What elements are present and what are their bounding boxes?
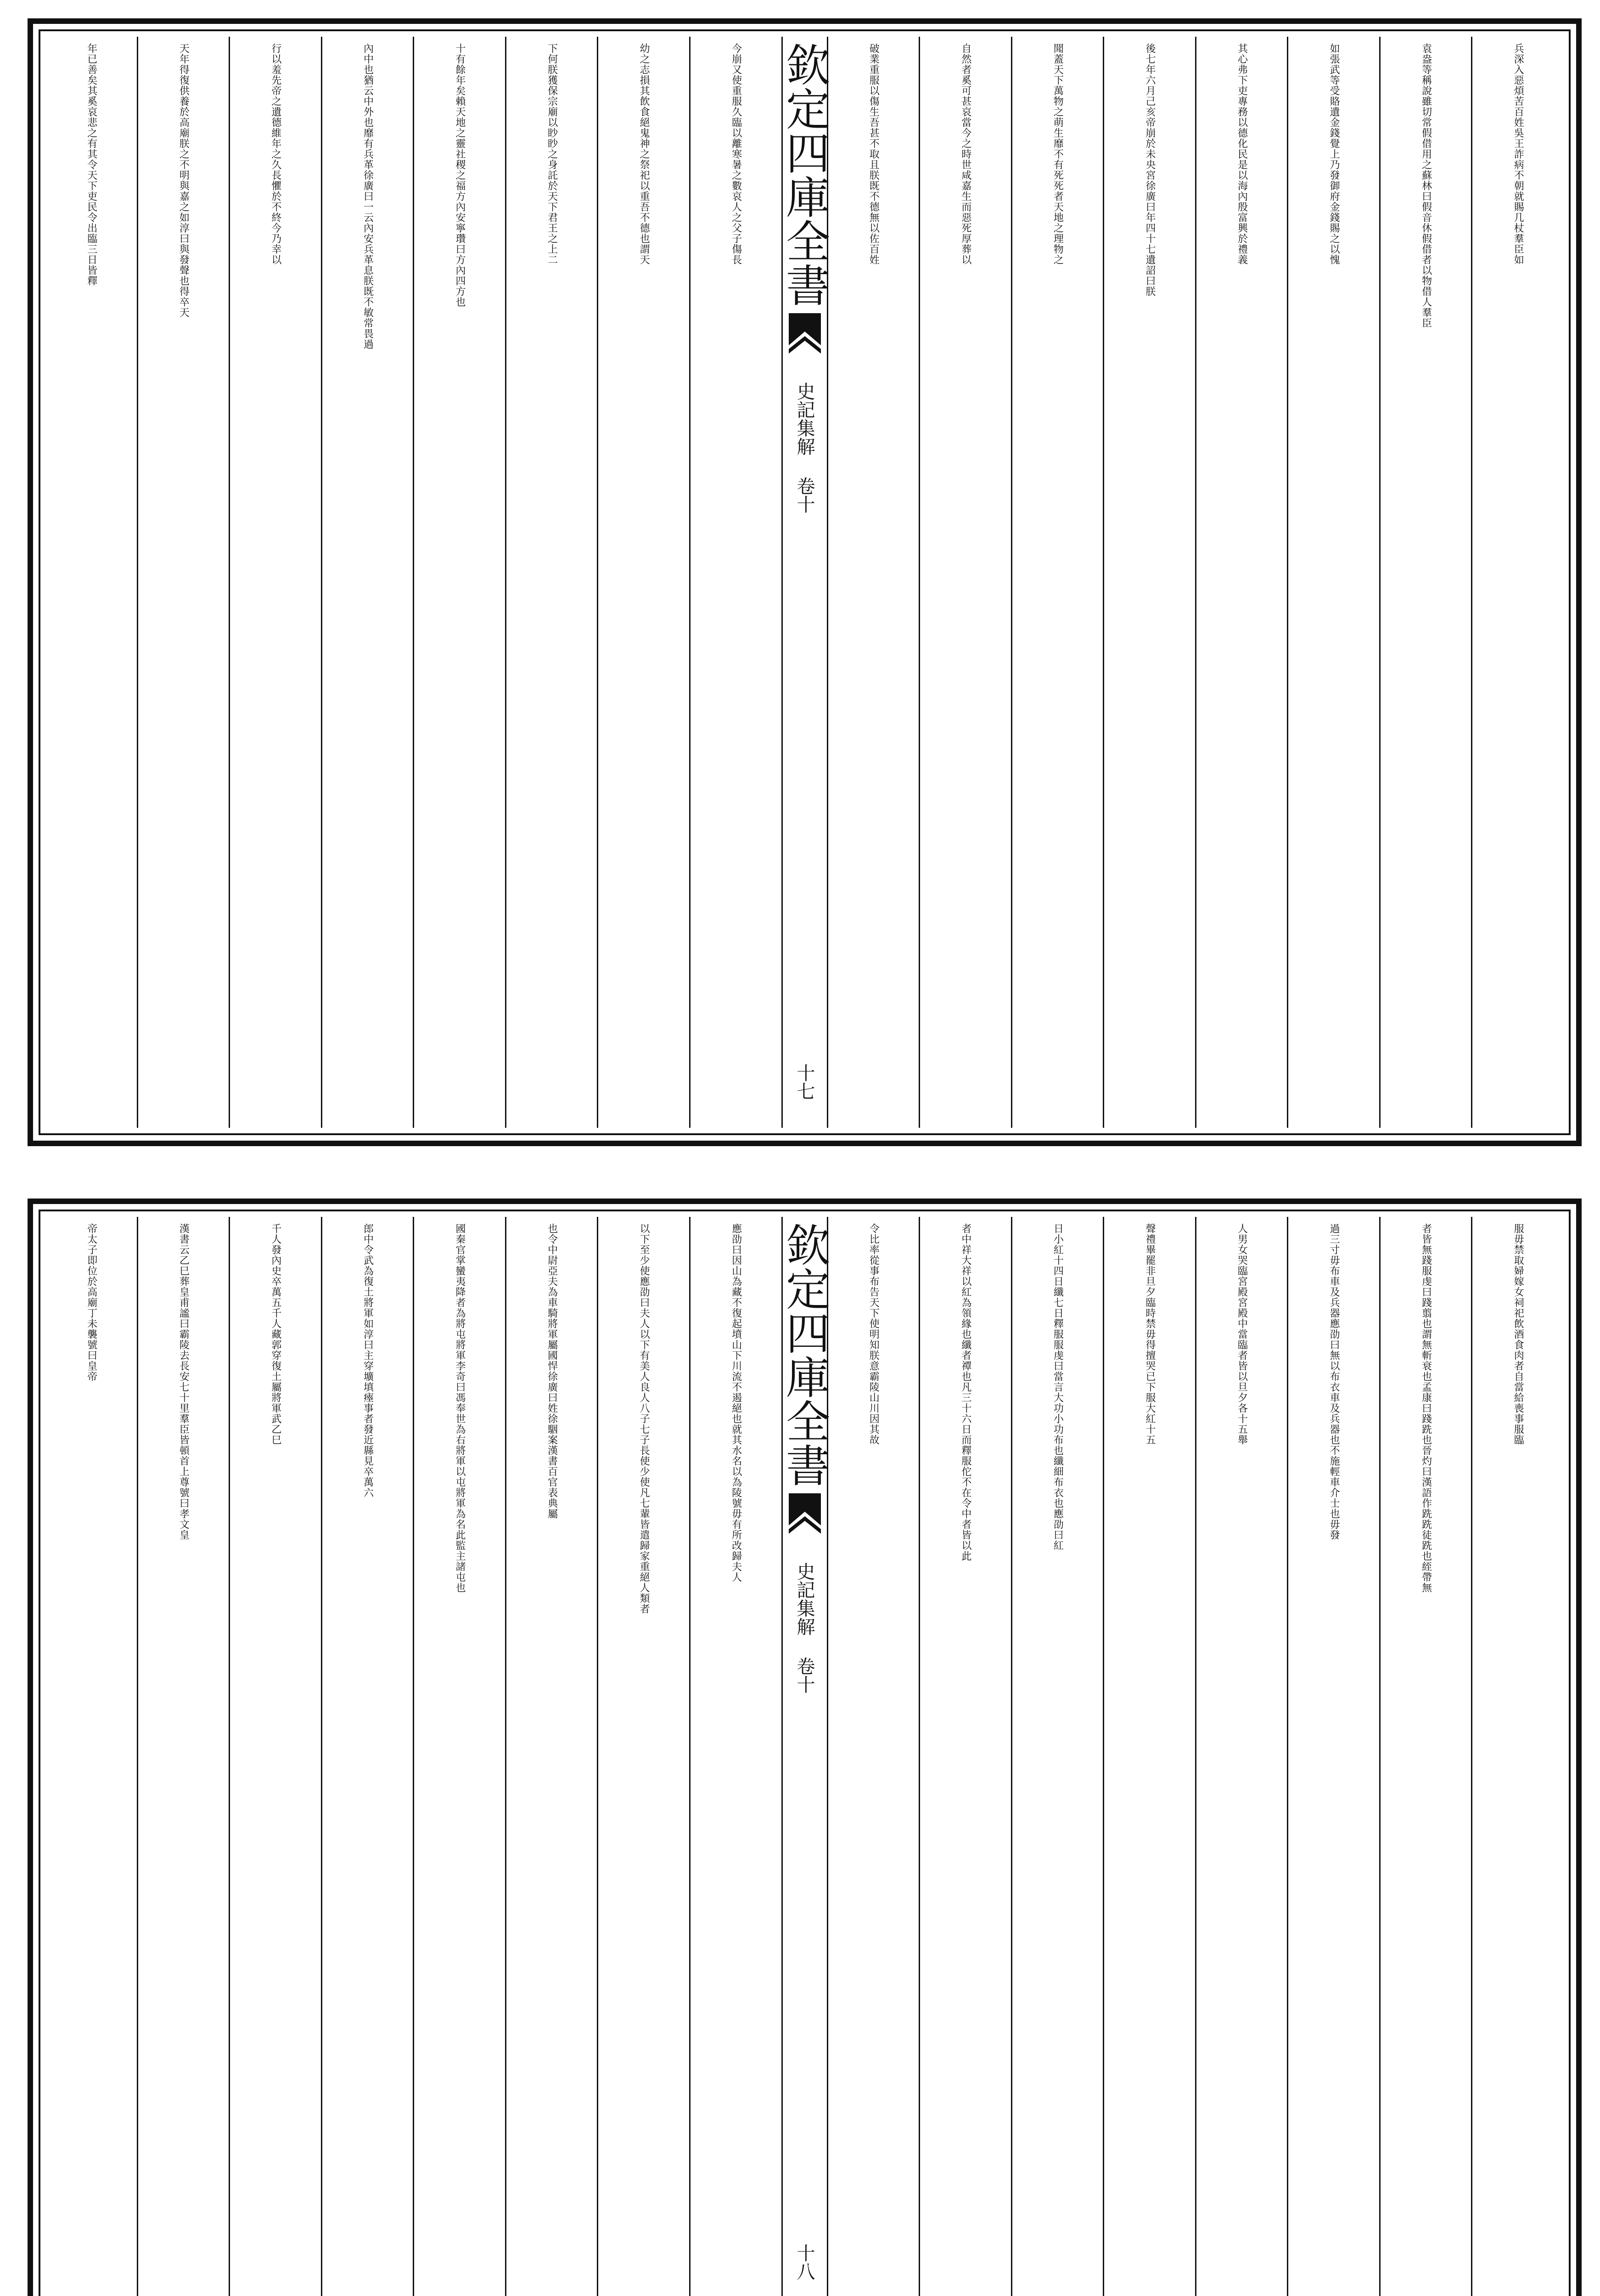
chapter-label: 史記集解 卷十 <box>794 382 815 513</box>
text-column <box>1011 1217 1103 2296</box>
text-column <box>689 37 781 1128</box>
column-text: 兵深入惡煩苦百姓吳王詐病不朝就賜几杖羣臣如 <box>1512 43 1524 265</box>
text-column <box>827 1217 919 2296</box>
column-text: 帝太子即位於高廟丁未襲號曰皇帝 <box>85 1223 97 1382</box>
text-column <box>1379 37 1471 1128</box>
text-column <box>505 37 597 1128</box>
text-column <box>1287 1217 1379 2296</box>
text-column <box>1287 37 1379 1128</box>
column-text: 人男女哭臨宮殿宮殿中當臨者皆以旦夕各十五舉 <box>1236 1223 1248 1445</box>
text-column <box>597 37 689 1128</box>
text-column <box>321 1217 413 2296</box>
column-text: 郎中令武為復土將軍如淳曰主穿壙填瘞事者發近縣見卒萬六 <box>362 1223 374 1498</box>
folio-number: 十八 <box>794 2244 815 2280</box>
text-column <box>919 37 1011 1128</box>
text-column <box>919 1217 1011 2296</box>
column-text: 聞蓋天下萬物之萌生靡不有死死者天地之理物之 <box>1052 43 1064 265</box>
book-title: 欽定四庫全書 <box>779 42 831 307</box>
text-column <box>827 37 919 1128</box>
fishtail-mark-icon <box>789 1493 821 1548</box>
text-column <box>689 1217 781 2296</box>
text-column <box>46 37 137 1128</box>
center-fold-column <box>779 37 831 1128</box>
column-text: 以下至少使應劭曰夫人以下有美人良人八子七子長使少使凡七輩皆遣歸家重絕人類者 <box>638 1223 650 1614</box>
column-text: 過三寸毋布車及兵器應劭曰無以布衣車及兵器也不施輕車介士也毋發 <box>1328 1223 1340 1540</box>
column-text: 應劭曰因山為藏不復起墳山下川流不遏絕也就其水名以為陵號毋有所改歸夫人 <box>730 1223 742 1582</box>
column-text: 內中也猶云中外也靡有兵革徐廣曰一云內安兵革息朕既不敏常畏過 <box>362 43 374 349</box>
text-column <box>46 1217 137 2296</box>
column-text: 日小紅十四日纖七日釋服服虔曰當言大功小功布也纖細布衣也應劭曰紅 <box>1052 1223 1064 1551</box>
text-column <box>1379 1217 1471 2296</box>
column-text: 國秦官掌蠻夷降者為將屯將軍李奇曰馮奉世為右將軍以屯將軍為名此監主諸屯也 <box>454 1223 466 1593</box>
column-text: 其心弗下吏專務以德化民是以海內殷富興於禮義 <box>1236 43 1248 265</box>
column-text: 行以羞先帝之遺德維年之久長懼於不終今乃幸以 <box>269 43 281 265</box>
column-text: 聲禮畢罷非旦夕臨時禁毋得擅哭已下服大紅十五 <box>1144 1223 1156 1445</box>
column-text: 也令中尉亞夫為車騎將軍屬國悍徐廣曰姓徐駰案漢書百官表典屬 <box>546 1223 558 1519</box>
text-column <box>1195 1217 1287 2296</box>
text-column <box>229 1217 321 2296</box>
top-page-frame <box>28 18 1582 1146</box>
bottom-page-frame <box>28 1199 1582 2296</box>
center-fold-column <box>779 1217 831 2296</box>
text-column <box>137 1217 229 2296</box>
column-text: 今崩又使重服久臨以離寒暑之數哀人之父子傷長 <box>730 43 742 265</box>
column-text: 下何朕獲保宗廟以眇眇之身託於天下君王之上二 <box>546 43 558 265</box>
column-text: 十有餘年矣賴天地之靈社稷之福方內安寧瓚曰方內四方也 <box>454 43 466 307</box>
text-column <box>1103 37 1195 1128</box>
text-column <box>505 1217 597 2296</box>
text-column <box>413 37 505 1128</box>
text-column <box>597 1217 689 2296</box>
column-text: 者中祥大祥以紅為領緣也纖者禫也凡三十六日而釋服佗不在令中者皆以此 <box>960 1223 971 1561</box>
chapter-label: 史記集解 卷十 <box>794 1562 815 1694</box>
column-text: 漢書云乙巳葬皇甫謐曰霸陵去長安七十里羣臣皆頓首上尊號曰孝文皇 <box>178 1223 190 1540</box>
bottom-page-columns <box>46 1217 1563 2296</box>
column-text: 令比率從事布告天下使明知朕意霸陵山川因其故 <box>868 1223 880 1445</box>
top-page-columns <box>46 37 1563 1128</box>
fishtail-mark-icon <box>789 313 821 368</box>
text-column <box>1011 37 1103 1128</box>
text-column <box>1471 37 1563 1128</box>
column-text: 破業重服以傷生吾甚不取且朕既不德無以佐百姓 <box>868 43 880 265</box>
column-text: 天年得復供養於高廟朕之不明與嘉之如淳曰與發聲也得卒天 <box>178 43 190 318</box>
text-column <box>137 37 229 1128</box>
book-title: 欽定四庫全書 <box>779 1222 831 1487</box>
folio-number: 十七 <box>794 1064 815 1100</box>
column-text: 者皆無踐服虔曰踐翦也謂無斬衰也孟康曰踐跣也晉灼曰漢語作跣跣徒跣也絰帶無 <box>1420 1223 1432 1593</box>
column-text: 幼之志損其飲食絕鬼神之祭祀以重吾不德也謂天 <box>638 43 650 265</box>
text-column <box>1103 1217 1195 2296</box>
column-text: 如張武等受賂遺金錢覺上乃發御府金錢賜之以愧 <box>1328 43 1340 265</box>
column-text: 年已善矣其奚哀悲之有其令天下吏民令出臨三日皆釋 <box>85 43 97 286</box>
text-column <box>413 1217 505 2296</box>
column-text: 後七年六月己亥帝崩於未央宮徐廣曰年四十七遺詔曰朕 <box>1144 43 1156 297</box>
text-column <box>1195 37 1287 1128</box>
column-text: 千人發內史卒萬五千人藏郭穿復土屬將軍武乙巳 <box>269 1223 281 1445</box>
column-text: 自然者奚可甚哀當今之時世咸嘉生而惡死厚葬以 <box>960 43 971 265</box>
text-column <box>321 37 413 1128</box>
text-column <box>229 37 321 1128</box>
column-text: 袁盎等稱說雖切常假借用之蘇林曰假音休假借者以物借人羣臣 <box>1420 43 1432 328</box>
column-text: 服毋禁取婦嫁女祠祀飲酒食肉者自當給喪事服臨 <box>1512 1223 1524 1445</box>
text-column <box>1471 1217 1563 2296</box>
